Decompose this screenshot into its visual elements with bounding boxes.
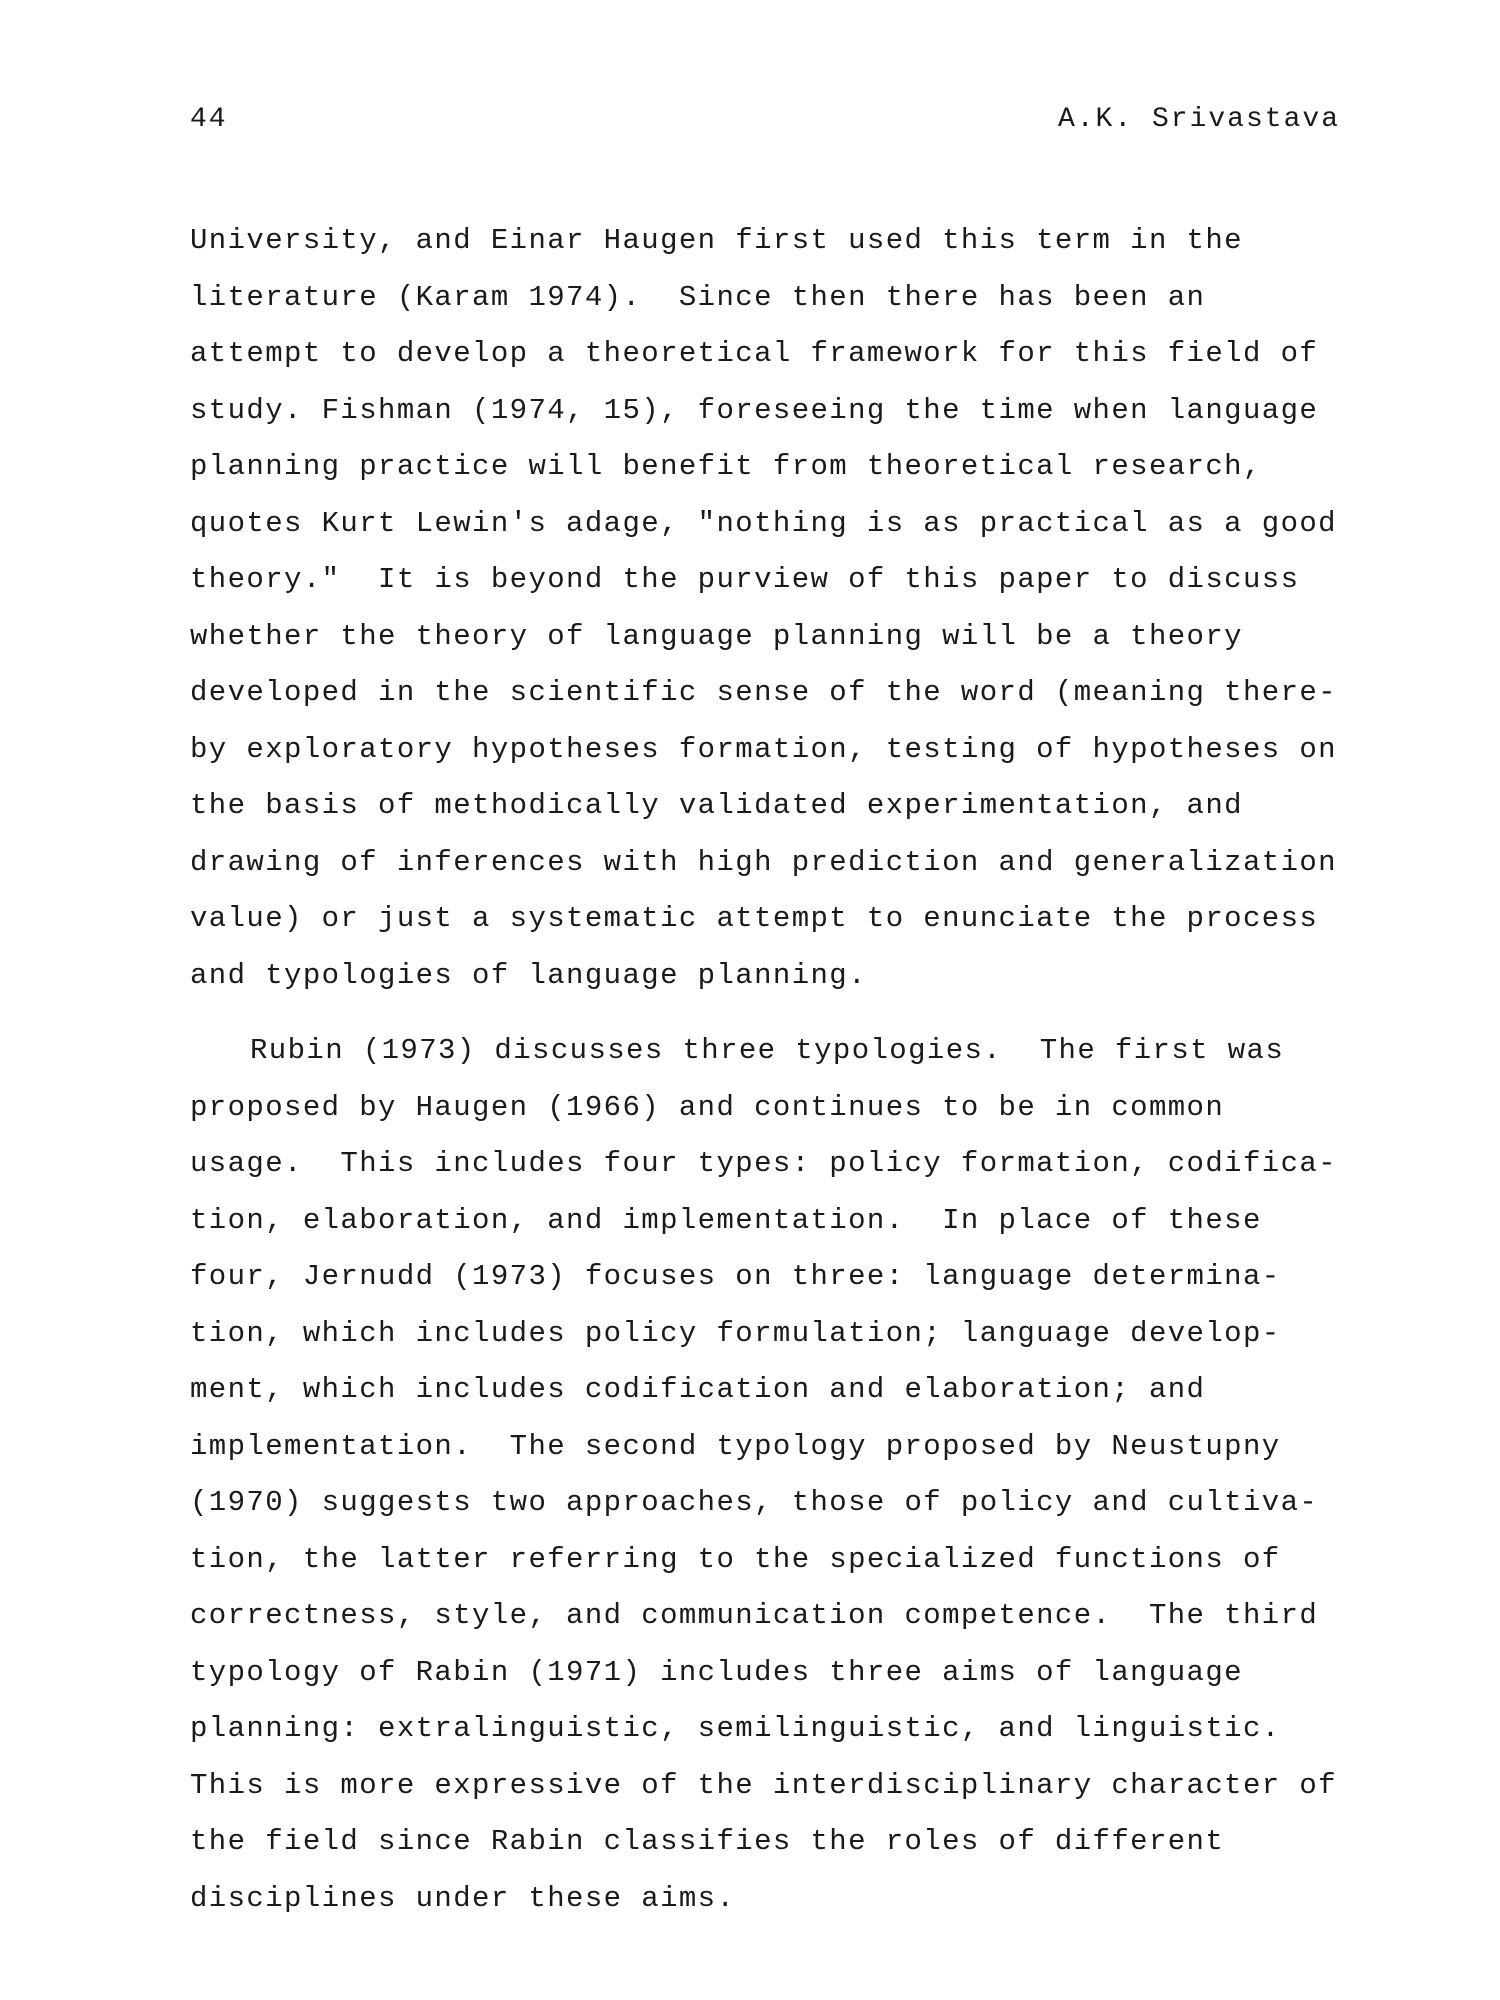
text-line: implementation. The second typology proposed by Neustupny bbox=[190, 1429, 1281, 1463]
text-line: planning: extralinguistic, semilinguistic, and linguistic. bbox=[190, 1712, 1281, 1745]
text-line: attempt to develop a theoretical framework for this field of bbox=[190, 337, 1319, 370]
text-line: value) or just a systematic attempt to enunciate the process bbox=[190, 902, 1319, 935]
text-line: developed in the scientific sense of the word (meaning there- bbox=[190, 676, 1337, 709]
text-line: Rubin (1973) discusses three typologies. The first was bbox=[250, 1034, 1285, 1067]
text-line: usage. This includes four types: policy formation, codifica- bbox=[190, 1147, 1337, 1180]
running-head: A.K. Srivastava bbox=[1057, 104, 1340, 135]
text-line: study. Fishman (1974, 15), foreseeing the time when language bbox=[190, 393, 1319, 427]
text-line: by exploratory hypotheses formation, testing of hypotheses on bbox=[190, 732, 1337, 766]
text-line: This is more expressive of the interdisciplinary character of bbox=[190, 1768, 1337, 1802]
text-line: planning practice will benefit from theoretical research, bbox=[190, 450, 1262, 483]
text-line: the field since Rabin classifies the roles of different bbox=[190, 1825, 1225, 1858]
text-line: tion, which includes policy formulation; language develop- bbox=[190, 1316, 1281, 1350]
text-line: proposed by Haugen (1966) and continues to be in common bbox=[190, 1090, 1225, 1124]
text-line: ment, which includes codification and elaboration; and bbox=[190, 1373, 1206, 1406]
text-line: four, Jernudd (1973) focuses on three: language determina- bbox=[190, 1260, 1281, 1293]
text-line: tion, the latter referring to the specialized functions of bbox=[190, 1542, 1281, 1576]
page-number: 44 bbox=[190, 104, 228, 135]
text-line: tion, elaboration, and implementation. In place of these bbox=[190, 1203, 1262, 1237]
paragraph-1 bbox=[190, 213, 1350, 1004]
paragraph-2 bbox=[190, 1023, 1350, 1927]
text-line: (1970) suggests two approaches, those of policy and cultiva- bbox=[190, 1486, 1319, 1519]
text-line: drawing of inferences with high prediction and generalization bbox=[190, 845, 1337, 879]
page-header bbox=[190, 104, 1340, 144]
text-line: quotes Kurt Lewin's adage, "nothing is as practical as a good bbox=[190, 506, 1337, 540]
text-line: University, and Einar Haugen first used this term in the bbox=[190, 224, 1243, 257]
text-line: disciplines under these aims. bbox=[190, 1881, 736, 1915]
text-line: whether the theory of language planning will be a theory bbox=[190, 619, 1243, 653]
text-line: the basis of methodically validated experimentation, and bbox=[190, 789, 1243, 822]
text-line: typology of Rabin (1971) includes three aims of language bbox=[190, 1655, 1243, 1689]
text-line: correctness, style, and communication competence. The third bbox=[190, 1599, 1319, 1632]
text-line: and typologies of language planning. bbox=[190, 958, 867, 992]
text-line: literature (Karam 1974). Since then there has been an bbox=[190, 280, 1206, 314]
text-line: theory." It is beyond the purview of this paper to discuss bbox=[190, 563, 1300, 596]
